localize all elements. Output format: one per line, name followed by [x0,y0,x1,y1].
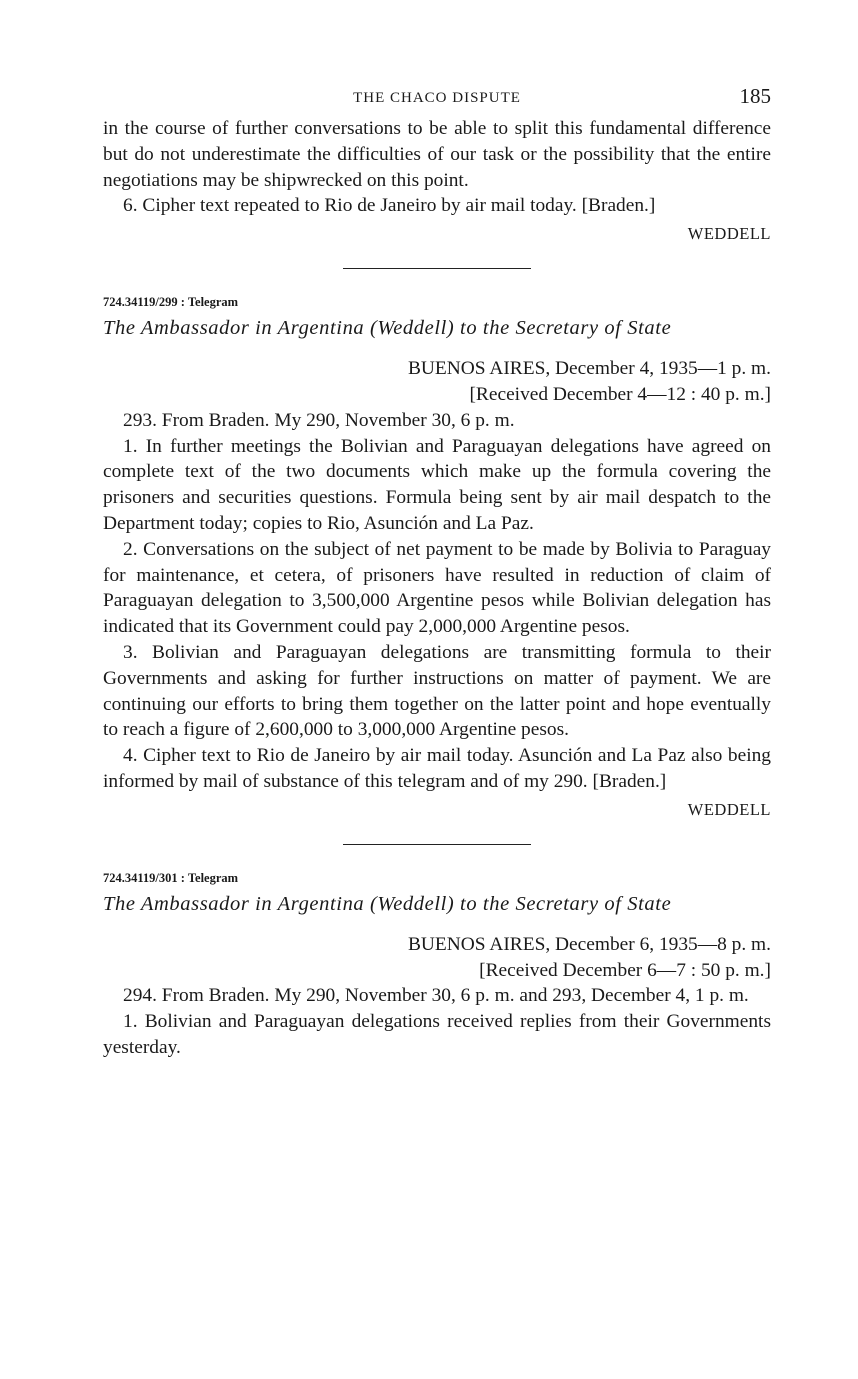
telegram-opening: 293. From Braden. My 290, November 30, 6 p. m. [123,409,515,431]
telegram-item: 1. Bolivian and Paraguayan delegations received replies from their Governments yesterday. [103,1011,771,1058]
document-page [103,82,771,1061]
document-title: The Ambassador in Argentina (Weddell) to the Secretary of State [103,892,672,915]
telegram-item: 4. Cipher text to Rio de Janeiro by air mail today. Asunción and La Paz also being informed by mail of substance of this telegram and of my 290. [Braden.] [103,745,771,792]
document-title: The Ambassador in Argentina (Weddell) to the Secretary of State [103,317,672,340]
page-header [103,82,771,116]
running-title: THE CHACO DISPUTE [353,90,521,106]
dateline: BUENOS AIRES, December 6, 1935—8 p. m. [407,933,771,955]
page-number: 185 [739,84,771,108]
telegram-item: 3. Bolivian and Paraguayan delegations are transmitting formula to their Governments and asking for further instructions on matter of payment. We are continuing our efforts to bring them together on the latter point and hope eventually to reach a figure of 2,600,000 to 3,000,000 Argentine pesos. [103,641,771,741]
section-divider [343,268,531,269]
telegram-opening: 294. From Braden. My 290, November 30, 6 p. m. and 293, December 4, 1 p. m. [123,985,749,1007]
dateline: BUENOS AIRES, December 4, 1935—1 p. m. [407,358,771,380]
received-line: [Received December 4—12 : 40 p. m.] [469,383,771,405]
signature: WEDDELL [687,799,771,819]
continuation-item-6: 6. Cipher text repeated to Rio de Janeiro by air mail today. [Braden.] [123,195,656,217]
telegram-item: 1. In further meetings the Bolivian and Paraguayan delegations have agreed on complete text of the two documents which make up the formula covering the prisoners and securities questions. Formula being sent by air mail despatch to the Department today; copies to Rio, Asunción and La Paz. [103,435,771,534]
section-divider [343,844,531,845]
telegram-item: 2. Conversations on the subject of net payment to be made by Bolivia to Paraguay for maintenance, et cetera, of prisoners have resulted in reduction of claim of Paraguayan delegation to 3,500,000 Argentine pesos while Bolivian delegation has indicated that its Government could pay 2,000,000 Argentine pesos. [103,538,771,638]
continuation-paragraph: in the course of further conversations to be able to split this fundamental difference but do not underestimate the difficulties of our task or the possibility that the entire negotiations may be shipwrecked on this point. [103,118,771,191]
signature: WEDDELL [687,224,771,244]
file-reference: 724.34119/301 : Telegram [103,870,239,885]
received-line: [Received December 6—7 : 50 p. m.] [479,959,771,981]
file-reference: 724.34119/299 : Telegram [103,295,239,310]
